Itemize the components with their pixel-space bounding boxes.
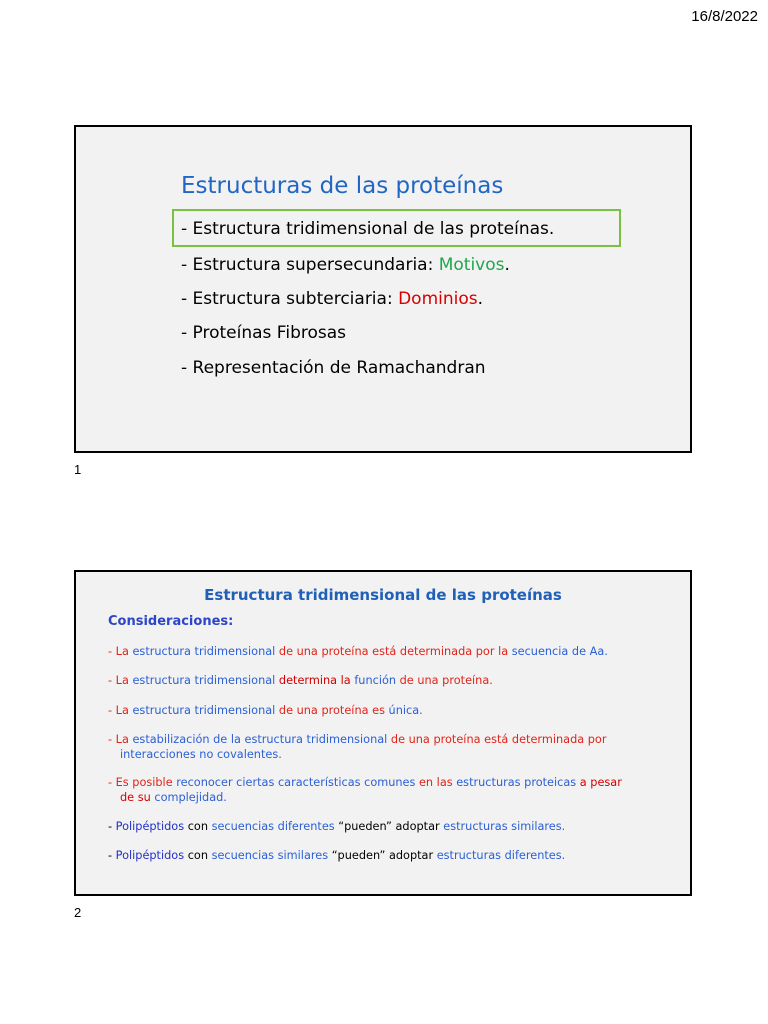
text-segment: - La xyxy=(108,674,133,687)
text-segment: de una proteína está determinada por xyxy=(387,733,607,746)
list-item xyxy=(108,673,668,688)
text-segment: interacciones no covalentes. xyxy=(120,748,282,761)
text-segment: estructuras diferentes. xyxy=(436,849,566,862)
text-segment: complejidad. xyxy=(154,791,227,804)
page-date: 16/8/2022 xyxy=(691,8,758,25)
text-segment: en las xyxy=(415,776,457,789)
text-segment: secuencias similares xyxy=(211,849,329,862)
text-segment: estructura tridimensional xyxy=(132,645,276,658)
text-segment: determina la xyxy=(275,674,355,687)
consideraciones-heading: Consideraciones: xyxy=(108,614,234,629)
text-segment: - xyxy=(108,820,116,833)
slide-1-title: Estructuras de las proteínas xyxy=(181,173,504,199)
text-segment: de una proteína. xyxy=(396,674,493,687)
text-segment: características comunes xyxy=(277,776,416,789)
list-item xyxy=(108,775,668,805)
text-segment: Polipéptidos xyxy=(115,820,185,833)
bullet-supersecundaria xyxy=(181,255,510,275)
text-segment: Polipéptidos xyxy=(115,849,185,862)
bullet-subterciaria xyxy=(181,289,483,309)
dominios-text: Dominios xyxy=(398,289,478,309)
list-item xyxy=(108,819,668,834)
text-segment: con xyxy=(184,849,212,862)
text-segment: “pueden” adoptar xyxy=(328,849,437,862)
motivos-text: Motivos xyxy=(438,255,505,275)
text-segment: estructura tridimensional xyxy=(132,674,276,687)
bullet-ramachandran: - Representación de Ramachandran xyxy=(181,358,486,378)
slide-2-title: Estructura tridimensional de las proteínas xyxy=(204,586,562,604)
text-segment: secuencia de Aa. xyxy=(511,645,608,658)
slide-2-number: 2 xyxy=(74,905,82,920)
list-item xyxy=(108,732,668,762)
text-segment: reconocer ciertas xyxy=(176,776,278,789)
bullet-fibrosas: - Proteínas Fibrosas xyxy=(181,323,347,343)
bullet-tridimensional: - Estructura tridimensional de las proteínas. xyxy=(181,219,555,239)
text-segment: - Es posible xyxy=(108,776,177,789)
slide-1-number: 1 xyxy=(74,462,82,477)
bullet-text: - Estructura supersecundaria: xyxy=(181,255,439,275)
text-segment: a pesar xyxy=(576,776,622,789)
text-segment: estabilización de la estructura tridimensional xyxy=(132,733,388,746)
text-segment: con xyxy=(184,820,212,833)
slide-1 xyxy=(74,125,692,453)
bullet-text: - Estructura subterciaria: xyxy=(181,289,399,309)
text-segment: única. xyxy=(388,704,423,717)
text-segment: de una proteína está determinada por la xyxy=(275,645,512,658)
text-segment: secuencias diferentes xyxy=(211,820,335,833)
text-segment: estructuras similares. xyxy=(443,820,566,833)
text-segment: de su xyxy=(120,791,155,804)
text-segment: - xyxy=(108,849,116,862)
text-segment: estructuras proteicas xyxy=(456,776,577,789)
text-segment: - La xyxy=(108,645,133,658)
list-item xyxy=(108,848,668,863)
slide-2 xyxy=(74,570,692,896)
text-segment: “pueden” adoptar xyxy=(334,820,444,833)
bullet-text: . xyxy=(477,289,484,309)
text-segment: de una proteína es xyxy=(275,704,389,717)
text-segment: - La xyxy=(108,704,133,717)
list-item xyxy=(108,644,668,659)
text-segment: estructura tridimensional xyxy=(132,704,276,717)
text-segment: - La xyxy=(108,733,133,746)
text-segment: función xyxy=(354,674,397,687)
bullet-text: . xyxy=(504,255,510,275)
list-item xyxy=(108,703,668,718)
